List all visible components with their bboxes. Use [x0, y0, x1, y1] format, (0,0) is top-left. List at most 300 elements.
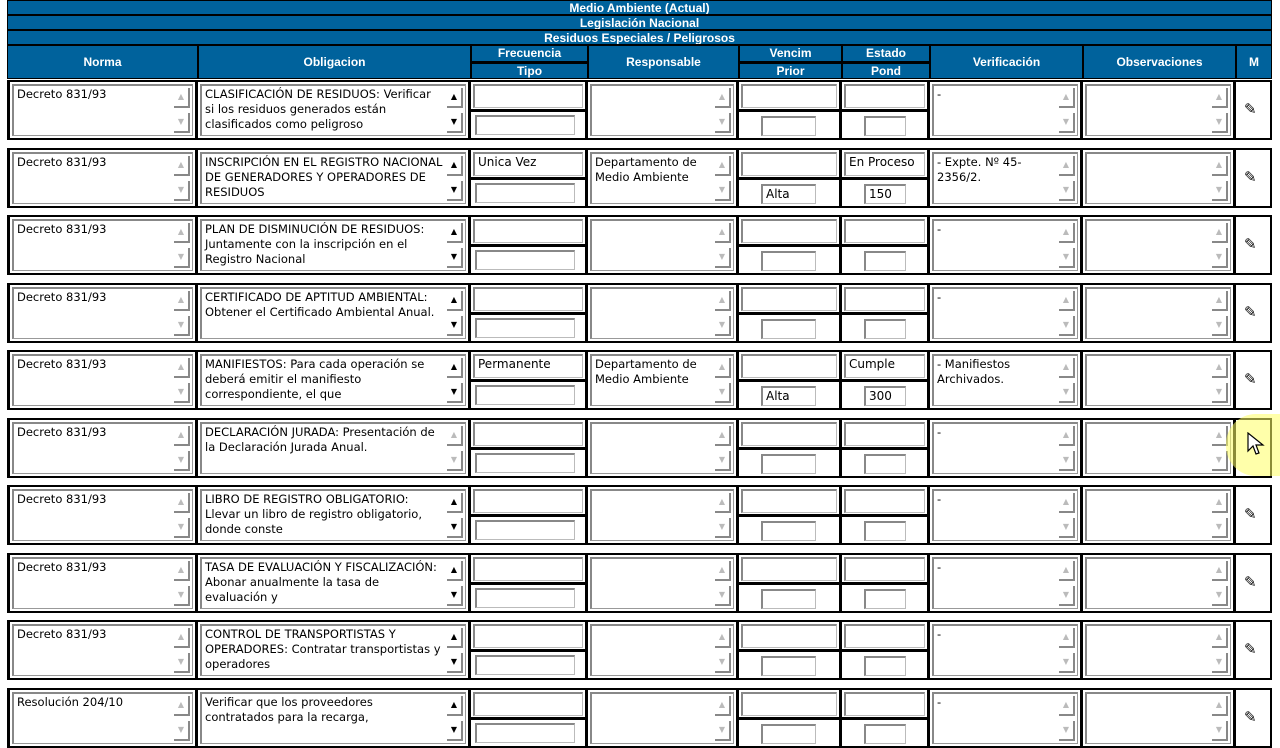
modify-cell[interactable]	[1236, 487, 1272, 543]
scroll-down-icon[interactable]: ▼	[174, 721, 190, 741]
scroll-up-icon[interactable]: ▲	[1059, 696, 1075, 716]
tipo-input[interactable]	[475, 520, 575, 540]
edit-icon[interactable]: ✎	[1244, 235, 1257, 253]
scroll-down-icon[interactable]: ▼	[447, 248, 463, 268]
edit-icon[interactable]: ✎	[1244, 303, 1257, 321]
scroll-down-icon[interactable]: ▼	[1059, 383, 1075, 403]
modify-cell[interactable]	[1236, 150, 1272, 206]
verificacion-text: -	[937, 627, 942, 641]
scroll-down-icon[interactable]: ▼	[174, 451, 190, 471]
scroll-up-icon[interactable]: ▲	[174, 223, 190, 243]
scroll-up-icon[interactable]: ▲	[174, 291, 190, 311]
scroll-up-icon[interactable]: ▲	[174, 426, 190, 446]
estado-pond-cell	[842, 285, 930, 341]
pond-input[interactable]	[864, 656, 906, 676]
obligacion-textarea[interactable]	[200, 84, 466, 136]
estado-input[interactable]	[844, 422, 925, 446]
scroll-down-icon[interactable]: ▼	[1059, 113, 1075, 133]
scrollbar[interactable]	[1212, 88, 1228, 133]
scrollbar[interactable]	[715, 561, 731, 606]
scrollbar[interactable]	[447, 223, 463, 268]
scroll-up-icon[interactable]: ▲	[174, 561, 190, 581]
tipo-input[interactable]	[475, 115, 575, 135]
scrollbar[interactable]	[1212, 156, 1228, 201]
frecuencia-input[interactable]	[473, 624, 583, 648]
verificacion-textarea[interactable]	[932, 354, 1078, 406]
scrollbar[interactable]	[715, 291, 731, 336]
scroll-up-icon[interactable]: ▲	[1212, 88, 1228, 108]
vencim-input[interactable]	[741, 152, 837, 176]
norma-cell	[10, 622, 198, 678]
scrollbar[interactable]	[174, 223, 190, 268]
responsable-textarea[interactable]	[590, 354, 734, 406]
scroll-up-icon[interactable]: ▲	[447, 291, 463, 311]
frecuencia-input[interactable]	[473, 489, 583, 513]
norma-textarea[interactable]	[12, 152, 193, 204]
scroll-down-icon[interactable]: ▼	[715, 181, 731, 201]
estado-pond-cell	[842, 217, 930, 273]
verificacion-textarea[interactable]	[932, 422, 1078, 474]
scrollbar[interactable]	[715, 88, 731, 133]
scrollbar[interactable]	[447, 628, 463, 673]
scroll-down-icon[interactable]: ▼	[447, 181, 463, 201]
scroll-down-icon[interactable]: ▼	[174, 113, 190, 133]
scroll-up-icon[interactable]: ▲	[447, 561, 463, 581]
scrollbar[interactable]	[1212, 493, 1228, 538]
verificacion-textarea[interactable]	[932, 557, 1078, 609]
scroll-down-icon[interactable]: ▼	[447, 653, 463, 673]
scroll-up-icon[interactable]: ▲	[1212, 493, 1228, 513]
pond-input[interactable]	[864, 589, 906, 609]
scroll-up-icon[interactable]: ▲	[1212, 156, 1228, 176]
scroll-down-icon[interactable]: ▼	[174, 586, 190, 606]
vencim-prior-cell	[739, 487, 842, 543]
scrollbar[interactable]	[447, 156, 463, 201]
vencim-input[interactable]	[741, 692, 837, 716]
scrollbar[interactable]	[1059, 156, 1075, 201]
scroll-down-icon[interactable]: ▼	[174, 248, 190, 268]
edit-icon[interactable]: ✎	[1244, 370, 1257, 388]
scroll-down-icon[interactable]: ▼	[174, 518, 190, 538]
scrollbar[interactable]	[1212, 561, 1228, 606]
pond-input[interactable]	[864, 116, 906, 136]
scrollbar[interactable]	[174, 156, 190, 201]
estado-input[interactable]: En Proceso	[844, 152, 925, 176]
responsable-textarea[interactable]	[590, 287, 734, 339]
frecuencia-input[interactable]	[473, 692, 583, 716]
scrollbar[interactable]	[174, 696, 190, 741]
scroll-down-icon[interactable]: ▼	[1212, 316, 1228, 336]
frecuencia-input[interactable]	[473, 557, 583, 581]
edit-icon[interactable]: ✎	[1244, 100, 1257, 118]
norma-textarea[interactable]	[12, 287, 193, 339]
tipo-input[interactable]	[475, 723, 575, 743]
scroll-up-icon[interactable]: ▲	[1059, 358, 1075, 378]
modify-cell[interactable]	[1236, 622, 1272, 678]
scrollbar[interactable]	[174, 88, 190, 133]
scrollbar[interactable]	[715, 493, 731, 538]
scrollbar[interactable]	[447, 426, 463, 471]
scrollbar[interactable]	[1059, 291, 1075, 336]
estado-input[interactable]	[844, 692, 925, 716]
scroll-down-icon[interactable]: ▼	[715, 451, 731, 471]
vencim-prior-cell	[739, 555, 842, 611]
scroll-up-icon[interactable]: ▲	[1059, 493, 1075, 513]
scrollbar[interactable]	[715, 358, 731, 403]
obligacion-textarea[interactable]	[200, 219, 466, 271]
prior-input[interactable]	[761, 116, 816, 136]
responsable-textarea[interactable]	[590, 84, 734, 136]
verificacion-cell	[930, 487, 1083, 543]
pond-input[interactable]	[864, 724, 906, 744]
norma-textarea[interactable]	[12, 84, 193, 136]
verificacion-textarea[interactable]	[932, 692, 1078, 744]
scroll-up-icon[interactable]: ▲	[715, 628, 731, 648]
scroll-up-icon[interactable]: ▲	[174, 696, 190, 716]
verificacion-textarea[interactable]	[932, 152, 1078, 204]
scrollbar[interactable]	[447, 493, 463, 538]
prior-input[interactable]	[761, 656, 816, 676]
obligacion-textarea[interactable]	[200, 692, 466, 744]
prior-input[interactable]: Alta	[761, 184, 816, 204]
obligacion-textarea[interactable]	[200, 557, 466, 609]
scroll-up-icon[interactable]: ▲	[447, 358, 463, 378]
scroll-down-icon[interactable]: ▼	[1212, 248, 1228, 268]
scrollbar[interactable]	[1059, 358, 1075, 403]
scroll-down-icon[interactable]: ▼	[1059, 653, 1075, 673]
scroll-up-icon[interactable]: ▲	[1212, 561, 1228, 581]
modify-cell[interactable]	[1236, 352, 1272, 408]
scroll-down-icon[interactable]: ▼	[1212, 181, 1228, 201]
scrollbar[interactable]	[1212, 628, 1228, 673]
scroll-down-icon[interactable]: ▼	[1059, 181, 1075, 201]
observaciones-textarea[interactable]	[1085, 287, 1231, 339]
table-row	[7, 688, 1272, 748]
scroll-up-icon[interactable]: ▲	[1059, 223, 1075, 243]
scroll-down-icon[interactable]: ▼	[1212, 518, 1228, 538]
pond-input[interactable]	[864, 319, 906, 339]
prior-input[interactable]	[761, 454, 816, 474]
scroll-up-icon[interactable]: ▲	[447, 156, 463, 176]
vencim-input[interactable]	[741, 422, 837, 446]
scroll-down-icon[interactable]: ▼	[447, 451, 463, 471]
prior-input[interactable]	[761, 521, 816, 541]
scroll-up-icon[interactable]: ▲	[174, 628, 190, 648]
obligacion-textarea[interactable]	[200, 489, 466, 541]
estado-input[interactable]	[844, 489, 925, 513]
obligacion-textarea[interactable]	[200, 422, 466, 474]
responsable-textarea[interactable]	[590, 692, 734, 744]
responsable-textarea[interactable]	[590, 489, 734, 541]
scrollbar[interactable]	[174, 628, 190, 673]
prior-input[interactable]: Alta	[761, 386, 816, 406]
observaciones-textarea[interactable]	[1085, 489, 1231, 541]
prior-input[interactable]	[761, 251, 816, 271]
observaciones-textarea[interactable]	[1085, 557, 1231, 609]
observaciones-textarea[interactable]	[1085, 624, 1231, 676]
scroll-down-icon[interactable]: ▼	[1212, 721, 1228, 741]
frecuencia-input[interactable]: Unica Vez	[473, 152, 583, 176]
scroll-down-icon[interactable]: ▼	[715, 721, 731, 741]
edit-icon[interactable]: ✎	[1244, 640, 1257, 658]
edit-icon[interactable]: ✎	[1244, 505, 1257, 523]
frecuencia-input[interactable]	[473, 422, 583, 446]
tipo-input[interactable]	[475, 183, 575, 203]
scroll-up-icon[interactable]: ▲	[1212, 628, 1228, 648]
scrollbar[interactable]	[447, 696, 463, 741]
scroll-down-icon[interactable]: ▼	[447, 316, 463, 336]
scrollbar[interactable]	[1212, 223, 1228, 268]
estado-input[interactable]	[844, 84, 925, 108]
scroll-down-icon[interactable]: ▼	[1059, 721, 1075, 741]
scroll-down-icon[interactable]: ▼	[447, 383, 463, 403]
scroll-down-icon[interactable]: ▼	[174, 383, 190, 403]
scrollbar[interactable]	[1059, 493, 1075, 538]
edit-icon[interactable]: ✎	[1244, 168, 1257, 186]
scroll-up-icon[interactable]: ▲	[715, 561, 731, 581]
scroll-down-icon[interactable]: ▼	[715, 248, 731, 268]
scrollbar[interactable]	[174, 493, 190, 538]
pond-input[interactable]	[864, 521, 906, 541]
scroll-down-icon[interactable]: ▼	[1212, 451, 1228, 471]
scroll-down-icon[interactable]: ▼	[1059, 518, 1075, 538]
scroll-down-icon[interactable]: ▼	[174, 316, 190, 336]
scroll-down-icon[interactable]: ▼	[715, 113, 731, 133]
observaciones-cell	[1083, 690, 1236, 746]
obligacion-textarea[interactable]	[200, 354, 466, 406]
norma-textarea[interactable]	[12, 489, 193, 541]
scroll-down-icon[interactable]: ▼	[1059, 316, 1075, 336]
prior-input[interactable]	[761, 589, 816, 609]
pond-input[interactable]: 150	[864, 184, 906, 204]
scroll-up-icon[interactable]: ▲	[174, 358, 190, 378]
scroll-up-icon[interactable]: ▲	[447, 426, 463, 446]
pond-input[interactable]	[864, 251, 906, 271]
scroll-up-icon[interactable]: ▲	[1059, 628, 1075, 648]
scroll-up-icon[interactable]: ▲	[447, 696, 463, 716]
verificacion-textarea[interactable]	[932, 489, 1078, 541]
observaciones-textarea[interactable]	[1085, 219, 1231, 271]
scroll-down-icon[interactable]: ▼	[447, 586, 463, 606]
edit-icon[interactable]: ✎	[1244, 708, 1257, 726]
modify-cell[interactable]	[1236, 217, 1272, 273]
observaciones-textarea[interactable]	[1085, 84, 1231, 136]
tipo-input[interactable]	[475, 250, 575, 270]
norma-text: Resolución 204/10	[17, 695, 124, 709]
scroll-up-icon[interactable]: ▲	[715, 291, 731, 311]
vencim-input[interactable]	[741, 219, 837, 243]
norma-textarea[interactable]	[12, 219, 193, 271]
scroll-up-icon[interactable]: ▲	[715, 493, 731, 513]
scrollbar[interactable]	[1212, 358, 1228, 403]
scroll-down-icon[interactable]: ▼	[447, 721, 463, 741]
prior-input[interactable]	[761, 319, 816, 339]
responsable-cell	[588, 82, 739, 138]
verificacion-textarea[interactable]	[932, 287, 1078, 339]
frecuencia-input[interactable]	[473, 287, 583, 311]
estado-input[interactable]	[844, 557, 925, 581]
scrollbar[interactable]	[174, 561, 190, 606]
scroll-up-icon[interactable]: ▲	[447, 88, 463, 108]
scroll-down-icon[interactable]: ▼	[1212, 113, 1228, 133]
scrollbar[interactable]	[1059, 223, 1075, 268]
scrollbar[interactable]	[1059, 88, 1075, 133]
vencim-input[interactable]	[741, 354, 837, 378]
scroll-down-icon[interactable]: ▼	[1059, 248, 1075, 268]
edit-icon[interactable]: ✎	[1244, 573, 1257, 591]
tipo-input[interactable]	[475, 655, 575, 675]
obligacion-textarea[interactable]	[200, 287, 466, 339]
scroll-down-icon[interactable]: ▼	[715, 586, 731, 606]
observaciones-cell	[1083, 82, 1236, 138]
norma-textarea[interactable]	[12, 624, 193, 676]
scroll-up-icon[interactable]: ▲	[1212, 426, 1228, 446]
scroll-up-icon[interactable]: ▲	[715, 156, 731, 176]
scroll-down-icon[interactable]: ▼	[715, 518, 731, 538]
vencim-input[interactable]	[741, 624, 837, 648]
tipo-input[interactable]	[475, 588, 575, 608]
scrollbar[interactable]	[1212, 291, 1228, 336]
responsable-cell	[588, 217, 739, 273]
norma-textarea[interactable]	[12, 692, 193, 744]
scrollbar[interactable]	[715, 156, 731, 201]
scroll-down-icon[interactable]: ▼	[174, 653, 190, 673]
scroll-down-icon[interactable]: ▼	[447, 113, 463, 133]
scroll-up-icon[interactable]: ▲	[715, 358, 731, 378]
modify-cell[interactable]	[1236, 285, 1272, 341]
vencim-input[interactable]	[741, 557, 837, 581]
modify-cell[interactable]	[1236, 555, 1272, 611]
scrollbar[interactable]	[1059, 426, 1075, 471]
scrollbar[interactable]	[447, 561, 463, 606]
pond-input[interactable]	[864, 454, 906, 474]
modify-cell[interactable]	[1236, 690, 1272, 746]
scroll-down-icon[interactable]: ▼	[1212, 383, 1228, 403]
observaciones-textarea[interactable]	[1085, 422, 1231, 474]
scroll-up-icon[interactable]: ▲	[174, 493, 190, 513]
scroll-up-icon[interactable]: ▲	[1059, 156, 1075, 176]
scrollbar[interactable]	[715, 426, 731, 471]
scroll-up-icon[interactable]: ▲	[1059, 561, 1075, 581]
scroll-up-icon[interactable]: ▲	[1059, 291, 1075, 311]
scrollbar[interactable]	[1212, 696, 1228, 741]
observaciones-cell	[1083, 487, 1236, 543]
obligacion-cell	[198, 622, 471, 678]
scrollbar[interactable]	[715, 696, 731, 741]
responsable-textarea[interactable]	[590, 219, 734, 271]
scrollbar[interactable]	[715, 628, 731, 673]
frecuencia-tipo-cell	[471, 285, 588, 341]
tipo-input[interactable]	[475, 385, 575, 405]
responsable-textarea[interactable]	[590, 624, 734, 676]
vencim-input[interactable]	[741, 84, 837, 108]
vencim-input[interactable]	[741, 287, 837, 311]
vencim-prior-cell	[739, 150, 842, 206]
norma-cell	[10, 555, 198, 611]
scrollbar[interactable]	[715, 223, 731, 268]
scroll-down-icon[interactable]: ▼	[1212, 653, 1228, 673]
scroll-up-icon[interactable]: ▲	[174, 156, 190, 176]
scroll-up-icon[interactable]: ▲	[715, 88, 731, 108]
scrollbar[interactable]	[447, 88, 463, 133]
scroll-down-icon[interactable]: ▼	[447, 518, 463, 538]
scrollbar[interactable]	[174, 358, 190, 403]
scrollbar[interactable]	[447, 358, 463, 403]
scroll-up-icon[interactable]: ▲	[174, 88, 190, 108]
responsable-cell	[588, 150, 739, 206]
scroll-up-icon[interactable]: ▲	[715, 426, 731, 446]
modify-cell[interactable]	[1236, 82, 1272, 138]
tipo-input[interactable]	[475, 318, 575, 338]
pond-input[interactable]: 300	[864, 386, 906, 406]
scroll-up-icon[interactable]: ▲	[715, 696, 731, 716]
obligacion-cell	[198, 82, 471, 138]
estado-input[interactable]	[844, 219, 925, 243]
verificacion-textarea[interactable]	[932, 84, 1078, 136]
scroll-up-icon[interactable]: ▲	[1212, 358, 1228, 378]
scroll-down-icon[interactable]: ▼	[715, 383, 731, 403]
scrollbar[interactable]	[1059, 696, 1075, 741]
vencim-input[interactable]	[741, 489, 837, 513]
scroll-down-icon[interactable]: ▼	[174, 181, 190, 201]
obligacion-textarea[interactable]	[200, 624, 466, 676]
scroll-up-icon[interactable]: ▲	[1212, 291, 1228, 311]
observaciones-textarea[interactable]	[1085, 152, 1231, 204]
section-title: Medio Ambiente (Actual)	[7, 0, 1272, 15]
obligacion-textarea[interactable]	[200, 152, 466, 204]
responsable-textarea[interactable]	[590, 152, 734, 204]
scrollbar[interactable]	[1059, 628, 1075, 673]
scrollbar[interactable]	[174, 291, 190, 336]
verificacion-textarea[interactable]	[932, 219, 1078, 271]
scroll-up-icon[interactable]: ▲	[1212, 696, 1228, 716]
estado-input[interactable]	[844, 624, 925, 648]
responsable-textarea[interactable]	[590, 422, 734, 474]
frecuencia-input[interactable]	[473, 219, 583, 243]
scroll-down-icon[interactable]: ▼	[715, 653, 731, 673]
observaciones-textarea[interactable]	[1085, 692, 1231, 744]
scroll-up-icon[interactable]: ▲	[1059, 88, 1075, 108]
tipo-input[interactable]	[475, 453, 575, 473]
frecuencia-input[interactable]: Permanente	[473, 354, 583, 378]
scroll-down-icon[interactable]: ▼	[715, 316, 731, 336]
scroll-up-icon[interactable]: ▲	[1212, 223, 1228, 243]
scroll-down-icon[interactable]: ▼	[1059, 451, 1075, 471]
scroll-up-icon[interactable]: ▲	[1059, 426, 1075, 446]
scroll-up-icon[interactable]: ▲	[715, 223, 731, 243]
norma-textarea[interactable]	[12, 354, 193, 406]
norma-textarea[interactable]	[12, 422, 193, 474]
scrollbar[interactable]	[447, 291, 463, 336]
scroll-down-icon[interactable]: ▼	[1059, 586, 1075, 606]
scroll-up-icon[interactable]: ▲	[447, 493, 463, 513]
header-verificacion: Verificación	[930, 45, 1083, 79]
scrollbar[interactable]	[174, 426, 190, 471]
frecuencia-tipo-cell	[471, 555, 588, 611]
observaciones-textarea[interactable]	[1085, 354, 1231, 406]
scrollbar[interactable]	[1059, 561, 1075, 606]
verificacion-textarea[interactable]	[932, 624, 1078, 676]
prior-input[interactable]	[761, 724, 816, 744]
estado-input[interactable]	[844, 287, 925, 311]
frecuencia-input[interactable]	[473, 84, 583, 108]
norma-textarea[interactable]	[12, 557, 193, 609]
responsable-textarea[interactable]	[590, 557, 734, 609]
scroll-up-icon[interactable]: ▲	[447, 223, 463, 243]
scroll-down-icon[interactable]: ▼	[1212, 586, 1228, 606]
scroll-up-icon[interactable]: ▲	[447, 628, 463, 648]
estado-input[interactable]: Cumple	[844, 354, 925, 378]
